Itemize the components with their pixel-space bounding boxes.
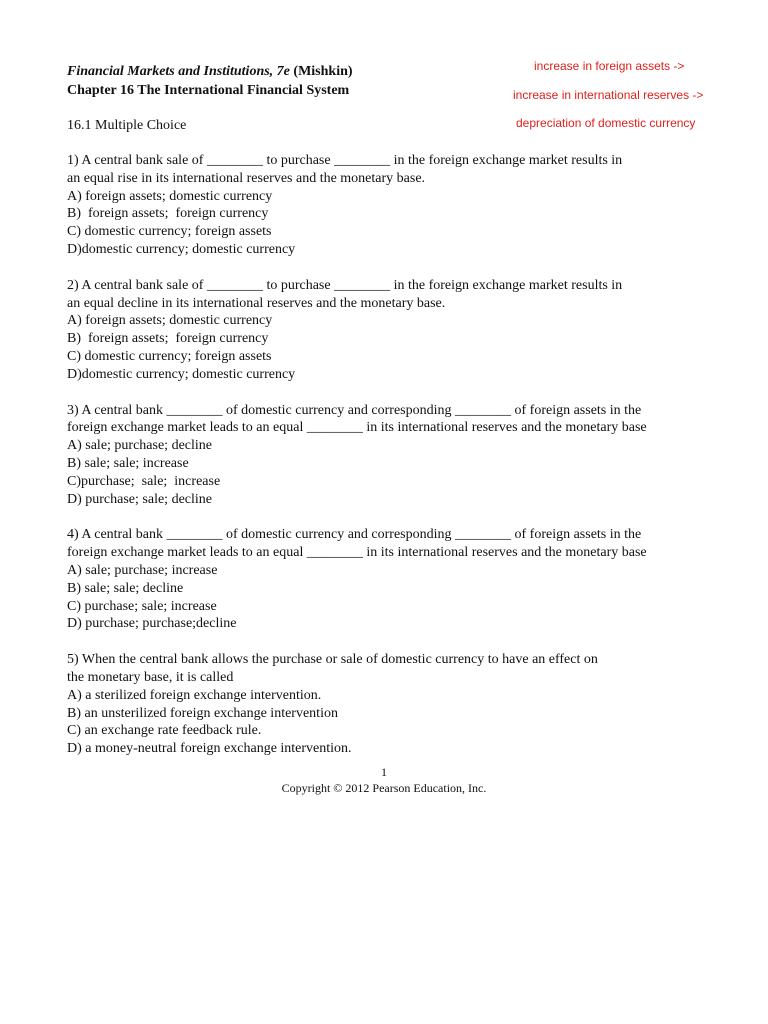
question-5 [67,651,707,758]
answer-option: D)domestic currency; domestic currency [67,366,296,382]
page-footer [0,764,768,796]
section-title: 16.1 Multiple Choice [67,118,187,133]
answer-option: D) a money-neutral foreign exchange intervention. [67,741,352,757]
answer-option: A) sale; purchase; decline [67,438,212,454]
answer-option: B) foreign assets; foreign currency [67,331,269,347]
answer-option: C) purchase; sale; increase [67,598,217,614]
question-1 [67,152,707,259]
answer-option: A) a sterilized foreign exchange intervention. [67,687,322,703]
answer-option: B) sale; sale; decline [67,580,184,596]
copyright-notice: Copyright © 2012 Pearson Education, Inc. [281,781,487,795]
question-stem: 5) When the central bank allows the purchase or sale of domestic currency to have an effect on [67,652,598,668]
question-stem: 4) A central bank ________ of domestic currency and corresponding ________ of foreign assets in the [67,527,642,543]
answer-option: D) purchase; sale; decline [67,491,212,507]
answer-option: B) sale; sale; increase [67,455,189,471]
annotation-note: increase in foreign assets -> [534,59,685,73]
answer-option: C) domestic currency; foreign assets [67,224,272,240]
answer-option: D)domestic currency; domestic currency [67,241,296,257]
answer-option: C) an exchange rate feedback rule. [67,723,262,739]
answer-option: B) foreign assets; foreign currency [67,206,269,222]
question-stem: 3) A central bank ________ of domestic currency and corresponding ________ of foreign assets in the [67,402,642,418]
book-title-italic: Financial Markets and Institutions, 7e [67,64,290,79]
question-stem: an equal decline in its international reserves and the monetary base. [67,295,446,311]
question-4 [67,526,707,633]
book-title-author: (Mishkin) [289,64,353,79]
question-stem: foreign exchange market leads to an equal ________ in its international reserves and the monetary base [67,420,647,436]
answer-option: A) sale; purchase; increase [67,562,218,578]
answer-option: C) domestic currency; foreign assets [67,348,272,364]
answer-option: A) foreign assets; domestic currency [67,188,273,204]
question-stem: 1) A central bank sale of ________ to purchase ________ in the foreign exchange market results in [67,153,623,168]
question-stem: 2) A central bank sale of ________ to purchase ________ in the foreign exchange market results in [67,277,623,293]
question-stem: the monetary base, it is called [67,669,234,685]
answer-option: B) an unsterilized foreign exchange intervention [67,705,338,721]
annotation-note: increase in international reserves -> [513,88,704,102]
question-stem: an equal rise in its international reserves and the monetary base. [67,170,426,186]
answer-option: D) purchase; purchase;decline [67,616,237,632]
question-list [67,152,707,776]
answer-option: C)purchase; sale; increase [67,473,221,489]
answer-option: A) foreign assets; domestic currency [67,313,273,329]
question-3 [67,402,707,509]
page-number: 1 [381,765,387,779]
question-2 [67,277,707,384]
question-stem: foreign exchange market leads to an equal ________ in its international reserves and the monetary base [67,545,647,561]
chapter-title: Chapter 16 The International Financial System [67,83,350,98]
annotation-note: depreciation of domestic currency [516,116,696,130]
